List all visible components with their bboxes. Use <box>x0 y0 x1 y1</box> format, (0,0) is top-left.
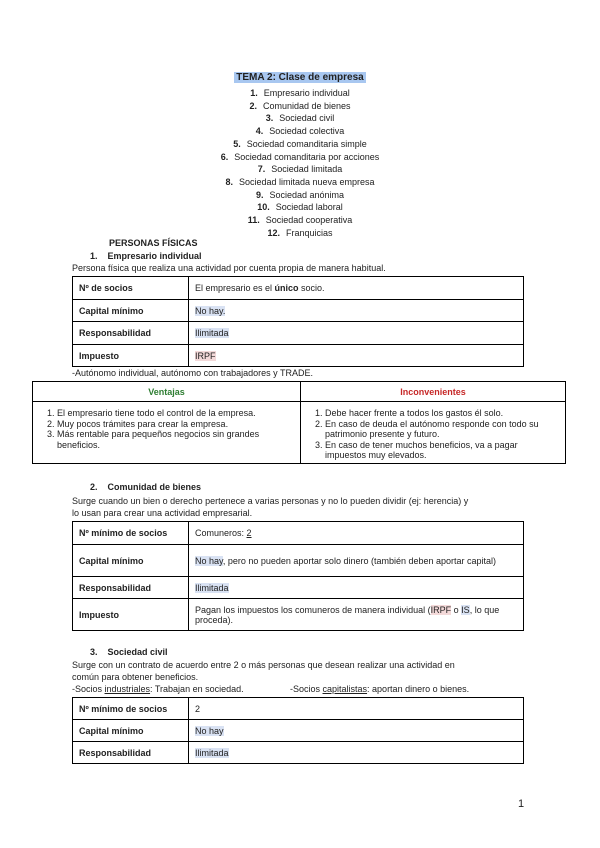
toc-item-label: Sociedad comanditaria por acciones <box>234 151 380 162</box>
row-value: Comuneros: 2 <box>189 522 524 545</box>
row-value: Ilimitada <box>189 577 524 599</box>
row-value: No hay <box>189 720 524 742</box>
table-row <box>73 522 524 545</box>
toc-item-label: Comunidad de bienes <box>262 100 351 111</box>
section-1-title: Empresario individual <box>107 251 202 261</box>
row-value: Ilimitada <box>189 322 524 345</box>
list-item: 3. Más rentable para pequeños negocios sin grandes beneficios. <box>57 429 294 450</box>
toc-item-number: 9. <box>255 189 264 200</box>
toc-item <box>0 138 600 151</box>
table-row <box>33 402 566 464</box>
section-2-description-line1: Surge cuando un bien o derecho pertenece a varias personas y no lo pueden dividir (ej: herencia) y <box>72 496 469 506</box>
table-row <box>73 322 524 345</box>
toc-item-number: 10. <box>257 202 270 213</box>
toc-item-number: 4. <box>255 126 264 137</box>
toc-item <box>0 87 600 100</box>
row-key: Impuesto <box>73 345 189 367</box>
toc-item-number: 1. <box>250 88 258 98</box>
row-value: Ilimitada <box>189 742 524 764</box>
section-3-description-line1: Surge con un contrato de acuerdo entre 2 o más personas que desean realizar una actividad en <box>72 660 455 670</box>
toc-item <box>0 201 600 214</box>
toc-item <box>0 189 600 202</box>
toc-item <box>0 151 600 164</box>
toc-item-number: 3. <box>265 113 274 124</box>
section-heading-personas-fisicas: PERSONAS FÍSICAS <box>109 238 198 248</box>
inconvenientes-cell <box>301 402 566 464</box>
toc-item <box>0 100 600 113</box>
table-row <box>73 577 524 599</box>
row-key: Capital mínimo <box>73 545 189 577</box>
section-3-heading <box>90 647 168 657</box>
toc-item-label: Sociedad anónima <box>269 189 345 200</box>
toc-item-number: 2. <box>249 100 257 111</box>
section-1-description: Persona física que realiza una actividad por cuenta propia de manera habitual. <box>72 263 386 273</box>
table-row <box>73 599 524 631</box>
toc-item-number: 12. <box>267 227 280 238</box>
section-3-number: 3. <box>90 647 98 657</box>
pros-cons-table <box>32 381 566 464</box>
list-item: 1. El empresario tiene todo el control de la empresa. <box>57 408 294 419</box>
page-number: 1 <box>518 798 525 810</box>
row-key: Impuesto <box>73 599 189 631</box>
section-3-table <box>72 697 524 764</box>
row-key: Responsabilidad <box>73 577 189 599</box>
toc-item-label: Franquicias <box>285 227 333 238</box>
row-key: Nº de socios <box>73 277 189 300</box>
section-1-number: 1. <box>90 251 98 261</box>
section-2-description-line2: lo usan para crear una actividad empresarial. <box>72 508 253 518</box>
toc-item-number: 6. <box>220 151 229 162</box>
list-item: 2. Muy pocos trámites para crear la empresa. <box>57 419 294 430</box>
row-value: El empresario es el único socio. <box>189 277 524 300</box>
toc-item <box>0 227 600 240</box>
list-item: 3. En caso de tener muchos beneficios, va a pagar impuestos muy elevados. <box>325 440 559 461</box>
row-value: No hay, pero no pueden aportar solo dinero (también deben aportar capital) <box>189 545 524 577</box>
section-1-table <box>72 276 524 367</box>
section-2-number: 2. <box>90 482 98 492</box>
table-of-contents <box>0 87 600 239</box>
section-2-heading <box>90 482 201 492</box>
toc-item <box>0 163 600 176</box>
toc-item-label: Empresario individual <box>263 88 350 98</box>
table-row <box>73 545 524 577</box>
section-3-description-line2: común para obtener beneficios. <box>72 672 199 682</box>
toc-item <box>0 112 600 125</box>
toc-item-label: Sociedad limitada nueva empresa <box>238 176 375 187</box>
table-row <box>33 382 566 402</box>
section-1-heading <box>90 251 202 261</box>
toc-item-label: Sociedad laboral <box>275 202 343 213</box>
row-key: Responsabilidad <box>73 322 189 345</box>
inconvenientes-header: Inconvenientes <box>301 382 566 402</box>
table-row <box>73 300 524 322</box>
inconvenientes-list <box>307 408 559 461</box>
section-2-title: Comunidad de bienes <box>107 482 202 492</box>
row-value: IRPF <box>189 345 524 367</box>
toc-item-label: Sociedad limitada <box>271 164 343 175</box>
document-title: TEMA 2: Clase de empresa <box>236 72 364 83</box>
row-value: 2 <box>189 698 524 720</box>
toc-item <box>0 125 600 138</box>
section-2-table <box>72 521 524 631</box>
toc-item-label: Sociedad civil <box>279 113 335 124</box>
list-item: 2. En caso de deuda el autónomo responde con todo su patrimonio presente y futuro. <box>325 419 559 440</box>
list-item: 1. Debe hacer frente a todos los gastos él solo. <box>325 408 559 419</box>
table-row <box>73 720 524 742</box>
toc-item-label: Sociedad cooperativa <box>265 215 353 226</box>
row-key: Responsabilidad <box>73 742 189 764</box>
table-row <box>73 277 524 300</box>
table-row <box>73 742 524 764</box>
socios-capitalistas: -Socios capitalistas: aportan dinero o bienes. <box>290 684 470 694</box>
row-value: No hay. <box>189 300 524 322</box>
section-1-note: -Autónomo individual, autónomo con trabajadores y TRADE. <box>72 368 313 378</box>
row-key: Capital mínimo <box>73 300 189 322</box>
ventajas-header: Ventajas <box>33 382 301 402</box>
ventajas-list <box>39 408 294 450</box>
ventajas-cell <box>33 402 301 464</box>
toc-item-number: 8. <box>225 176 233 187</box>
toc-item-number: 5. <box>233 138 241 149</box>
toc-item <box>0 176 600 189</box>
socios-industriales: -Socios industriales: Trabajan en sociedad. <box>72 684 244 694</box>
toc-item-label: Sociedad comanditaria simple <box>246 138 367 149</box>
row-key: Capital mínimo <box>73 720 189 742</box>
toc-item <box>0 214 600 227</box>
table-row <box>73 345 524 367</box>
table-row <box>73 698 524 720</box>
toc-item-number: 11. <box>247 215 260 226</box>
toc-item-number: 7. <box>257 164 266 175</box>
row-key: Nº mínimo de socios <box>73 698 189 720</box>
row-value: Pagan los impuestos los comuneros de manera individual (IRPF o IS, lo que proceda). <box>189 599 524 631</box>
toc-item-label: Sociedad colectiva <box>269 126 345 137</box>
section-3-title: Sociedad civil <box>107 647 168 657</box>
row-key: Nº mínimo de socios <box>73 522 189 545</box>
